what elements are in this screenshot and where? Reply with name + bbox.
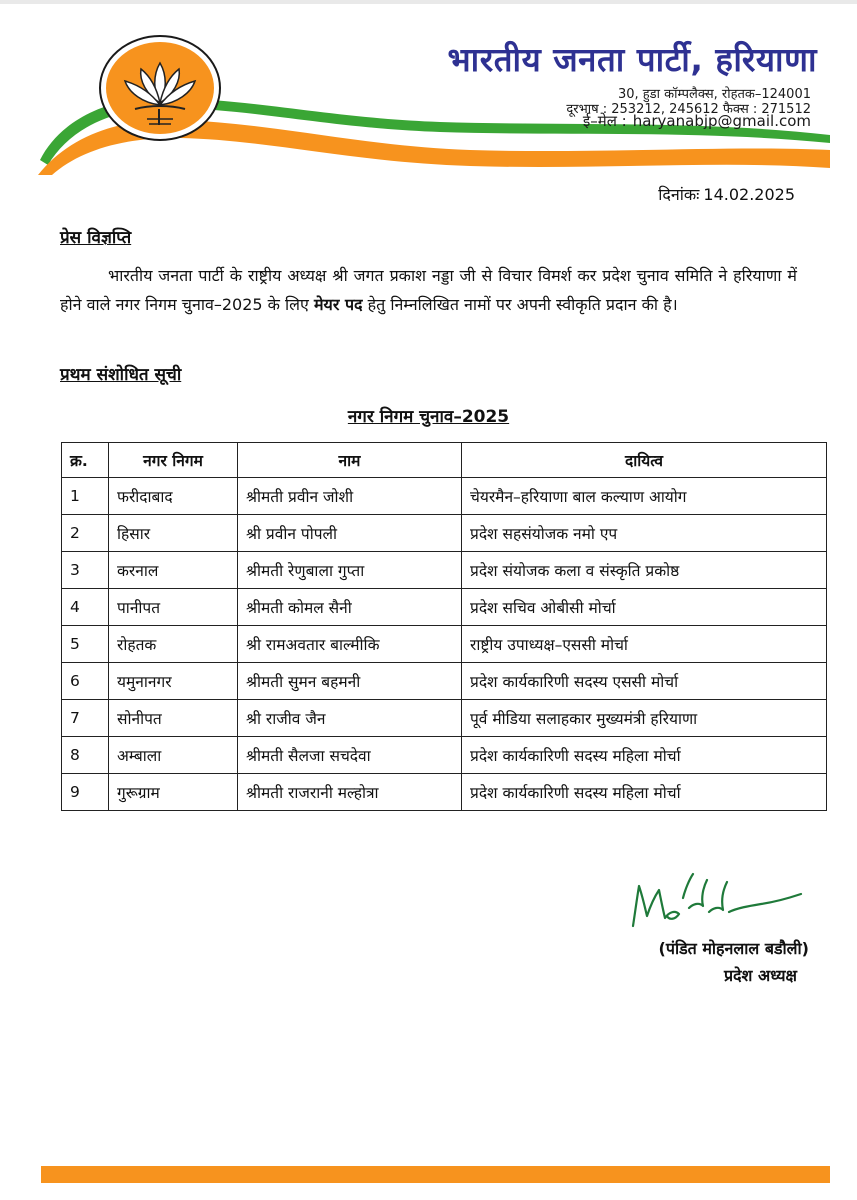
col-header-serial: क्र. [62, 443, 109, 478]
cell-serial: 3 [62, 552, 109, 589]
cell-responsibility: प्रदेश सहसंयोजक नमो एप [462, 515, 827, 552]
cell-serial: 5 [62, 626, 109, 663]
cell-serial: 6 [62, 663, 109, 700]
date-value: 14.02.2025 [703, 185, 795, 204]
cell-corporation: सोनीपत [109, 700, 238, 737]
cell-serial: 2 [62, 515, 109, 552]
email-line [583, 111, 811, 131]
cell-serial: 9 [62, 774, 109, 811]
phone-line: दूरभाष : 253212, 245612 फैक्स : 271512 [566, 102, 811, 117]
letterhead [0, 0, 857, 175]
col-header-responsibility: दायित्व [462, 443, 827, 478]
cell-serial: 7 [62, 700, 109, 737]
org-name: भारतीय जनता पार्टी, हरियाणा [447, 40, 817, 79]
cell-responsibility: प्रदेश सचिव ओबीसी मोर्चा [462, 589, 827, 626]
cell-serial: 8 [62, 737, 109, 774]
cell-name: श्रीमती रेणुबाला गुप्ता [238, 552, 462, 589]
cell-serial: 4 [62, 589, 109, 626]
press-body-part2: हेतु निम्नलिखित नामों पर अपनी स्वीकृति प्रदान की है। [367, 294, 678, 314]
date-label: दिनांकः [658, 185, 700, 204]
table-title: नगर निगम चुनाव–2025 [347, 407, 510, 427]
cell-corporation: रोहतक [109, 626, 238, 663]
col-header-name: नाम [238, 443, 462, 478]
col-header-corporation: नगर निगम [109, 443, 238, 478]
cell-responsibility: प्रदेश कार्यकारिणी सदस्य महिला मोर्चा [462, 774, 827, 811]
list-heading: प्रथम संशोधित सूची [60, 365, 182, 385]
cell-corporation: अम्बाला [109, 737, 238, 774]
table-row [62, 737, 827, 774]
email-label: ई–मेल : [582, 112, 627, 130]
cell-name: श्रीमती सैलजा सचदेवा [238, 737, 462, 774]
cell-responsibility: राष्ट्रीय उपाध्यक्ष–एससी मोर्चा [462, 626, 827, 663]
table-row [62, 774, 827, 811]
cell-corporation: पानीपत [109, 589, 238, 626]
cell-corporation: फरीदाबाद [109, 478, 238, 515]
cell-corporation: करनाल [109, 552, 238, 589]
email-address: haryanabjp@gmail.com [632, 112, 811, 130]
table-row [62, 626, 827, 663]
footer-bar [41, 1166, 830, 1183]
table-row [62, 589, 827, 626]
press-body-part1: भारतीय जनता पार्टी के राष्ट्रीय अध्यक्ष श्री जगत प्रकाश नड्डा जी से विचार विमर्श कर प्रदेश चुनाव समिति ने हरियाणा में होने वाले नगर निगम चुनाव–2025 के लिए [60, 266, 797, 314]
cell-corporation: यमुनानगर [109, 663, 238, 700]
cell-corporation: गुरूग्राम [109, 774, 238, 811]
press-body-bold: मेयर पद [313, 294, 363, 314]
table-row [62, 663, 827, 700]
address-line: 30, हुडा कॉम्पलैक्स, रोहतक–124001 [617, 87, 811, 102]
lotus-icon [95, 33, 225, 148]
table-row [62, 515, 827, 552]
table-row [62, 552, 827, 589]
cell-name: श्री रामअवतार बाल्मीकि [238, 626, 462, 663]
date-line [658, 183, 795, 205]
cell-name: श्रीमती राजरानी मल्होत्रा [238, 774, 462, 811]
candidate-table [61, 442, 827, 811]
cell-responsibility: पूर्व मीडिया सलाहकार मुख्यमंत्री हरियाणा [462, 700, 827, 737]
cell-name: श्रीमती कोमल सैनी [238, 589, 462, 626]
press-body [60, 262, 797, 319]
table-row [62, 478, 827, 515]
cell-name: श्रीमती प्रवीन जोशी [238, 478, 462, 515]
signatory-designation: प्रदेश अध्यक्ष [723, 966, 797, 985]
cell-name: श्रीमती सुमन बहमनी [238, 663, 462, 700]
cell-responsibility: प्रदेश संयोजक कला व संस्कृति प्रकोष्ठ [462, 552, 827, 589]
cell-serial: 1 [62, 478, 109, 515]
cell-responsibility: चेयरमैन–हरियाणा बाल कल्याण आयोग [462, 478, 827, 515]
press-heading: प्रेस विज्ञप्ति [60, 228, 132, 248]
cell-name: श्री प्रवीन पोपली [238, 515, 462, 552]
table-header-row [62, 443, 827, 478]
table-row [62, 700, 827, 737]
cell-name: श्री राजीव जैन [238, 700, 462, 737]
cell-responsibility: प्रदेश कार्यकारिणी सदस्य एससी मोर्चा [462, 663, 827, 700]
cell-corporation: हिसार [109, 515, 238, 552]
signature-icon [625, 868, 805, 933]
signatory-name: (पंडित मोहनलाल बडौली) [658, 939, 809, 958]
cell-responsibility: प्रदेश कार्यकारिणी सदस्य महिला मोर्चा [462, 737, 827, 774]
